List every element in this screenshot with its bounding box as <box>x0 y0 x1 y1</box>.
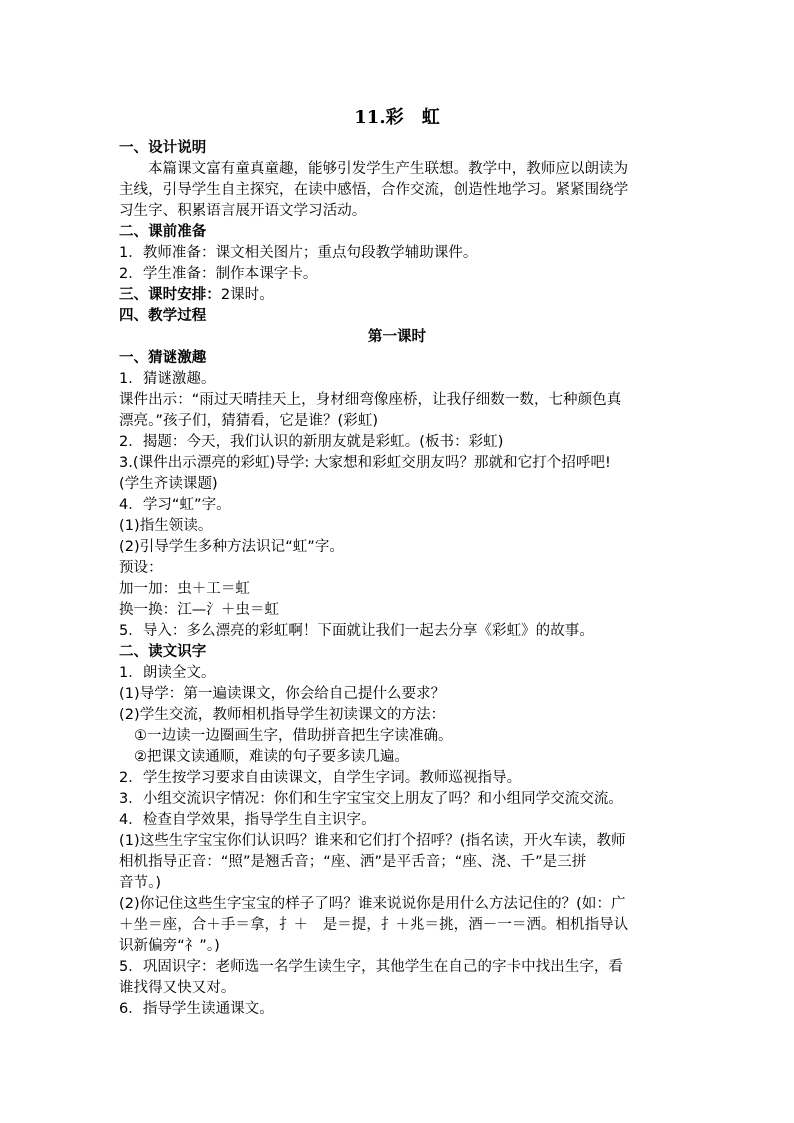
list-item: 4．学习“虹”字。 <box>119 497 231 513</box>
schedule-value: 2课时。 <box>220 287 274 303</box>
list-item: (2)学生交流，教师相机指导学生初读课文的方法： <box>119 707 446 723</box>
paragraph-line: (2)你记住这些生字宝宝的样子了吗？谁来说说你是用什么方法记住的？(如：广 <box>119 896 626 912</box>
list-item: ②把课文读通顺，难读的句子要多读几遍。 <box>134 749 409 765</box>
lesson-title: 第一课时 <box>367 329 427 345</box>
page-title: 11.彩 虹 <box>354 107 440 128</box>
paragraph-line: 5．巩固识字：老师选一名学生读生字，其他学生在自己的字卡中找出生字，看 <box>119 959 623 975</box>
paragraph-line: 换一换：江—氵＋虫＝虹 <box>119 602 280 618</box>
paragraph-line: 相机指导正音：“照”是翘舌音；“座、洒”是平舌音；“座、浇、千”是三拼 <box>119 854 587 870</box>
paragraph-line: 谁找得又快又对。 <box>119 980 236 996</box>
section-heading-design: 一、设计说明 <box>119 140 207 156</box>
section-heading-schedule: 三、课时安排： <box>119 287 221 303</box>
list-item: (2)引导学生多种方法识记“虹”字。 <box>119 539 344 555</box>
list-item: 5．导入：多么漂亮的彩虹啊！下面就让我们一起去分享《彩虹》的故事。 <box>119 623 594 639</box>
list-item: 3．小组交流识字情况：你们和生字宝宝交上朋友了吗？和小组同学交流交流。 <box>119 791 623 807</box>
list-item: (1)导学：第一遍读课文，你会给自己提什么要求？ <box>119 686 446 702</box>
list-item: 2．揭题：今天，我们认识的新朋友就是彩虹。(板书：彩虹) <box>119 434 504 450</box>
list-item: 1．教师准备：课文相关图片；重点句段教学辅助课件。 <box>119 245 478 261</box>
paragraph-line: 本篇课文富有童真童趣，能够引发学生产生联想。教学中，教师应以朗读为 <box>148 161 629 177</box>
paragraph-line: 课件出示：“雨过天晴挂天上，身材细弯像座桥，让我仔细数一数，七种颜色真 <box>119 392 622 408</box>
paragraph-line: 识新偏旁“礻”。) <box>119 938 220 954</box>
paragraph-line: ＋坐＝座，合＋手＝拿，扌＋ 是＝提，扌＋兆＝挑，酒－一＝洒。相机指导认 <box>119 917 629 933</box>
paragraph-line: 加一加：虫＋工＝虹 <box>119 581 250 597</box>
paragraph-line: 预设： <box>119 560 163 576</box>
list-item: 6．指导学生读通课文。 <box>119 1001 274 1017</box>
paragraph-line: (1)这些生字宝宝你们认识吗？谁来和它们打个招呼？(指名读，开火车读，教师 <box>119 833 626 849</box>
paragraph-line: 漂亮。”孩子们，猜猜看，它是谁？(彩虹) <box>119 413 379 429</box>
list-item: 1．猜谜激趣。 <box>119 371 216 387</box>
list-item: (1)指生领读。 <box>119 518 213 534</box>
list-item: ①一边读一边圈画生字，借助拼音把生字读准确。 <box>134 728 453 744</box>
list-item: 3.(课件出示漂亮的彩虹)导学: 大家想和彩虹交朋友吗？那就和它打个招呼吧! <box>119 455 611 471</box>
list-item: 1．朗读全文。 <box>119 665 216 681</box>
list-item: 2．学生按学习要求自由读课文，自学生字词。教师巡视指导。 <box>119 770 522 786</box>
section-heading-preparation: 二、课前准备 <box>119 224 207 240</box>
paragraph-line: 主线，引导学生自主探究，在读中感悟，合作交流，创造性地学习。紧紧围绕学 <box>119 182 629 198</box>
section-heading-process: 四、教学过程 <box>119 308 207 324</box>
list-item: 2．学生准备：制作本课字卡。 <box>119 266 318 282</box>
list-item: 4．检查自学效果，指导学生自主识字。 <box>119 812 376 828</box>
paragraph-line: (学生齐读课题) <box>119 476 218 492</box>
part-heading-reading: 二、读文识字 <box>119 644 207 660</box>
paragraph-line: 习生字、积累语言展开语文学习活动。 <box>119 203 367 219</box>
section-schedule <box>119 285 679 306</box>
part-heading-riddle: 一、猜谜激趣 <box>119 350 207 366</box>
paragraph-line: 音节。) <box>119 875 162 891</box>
